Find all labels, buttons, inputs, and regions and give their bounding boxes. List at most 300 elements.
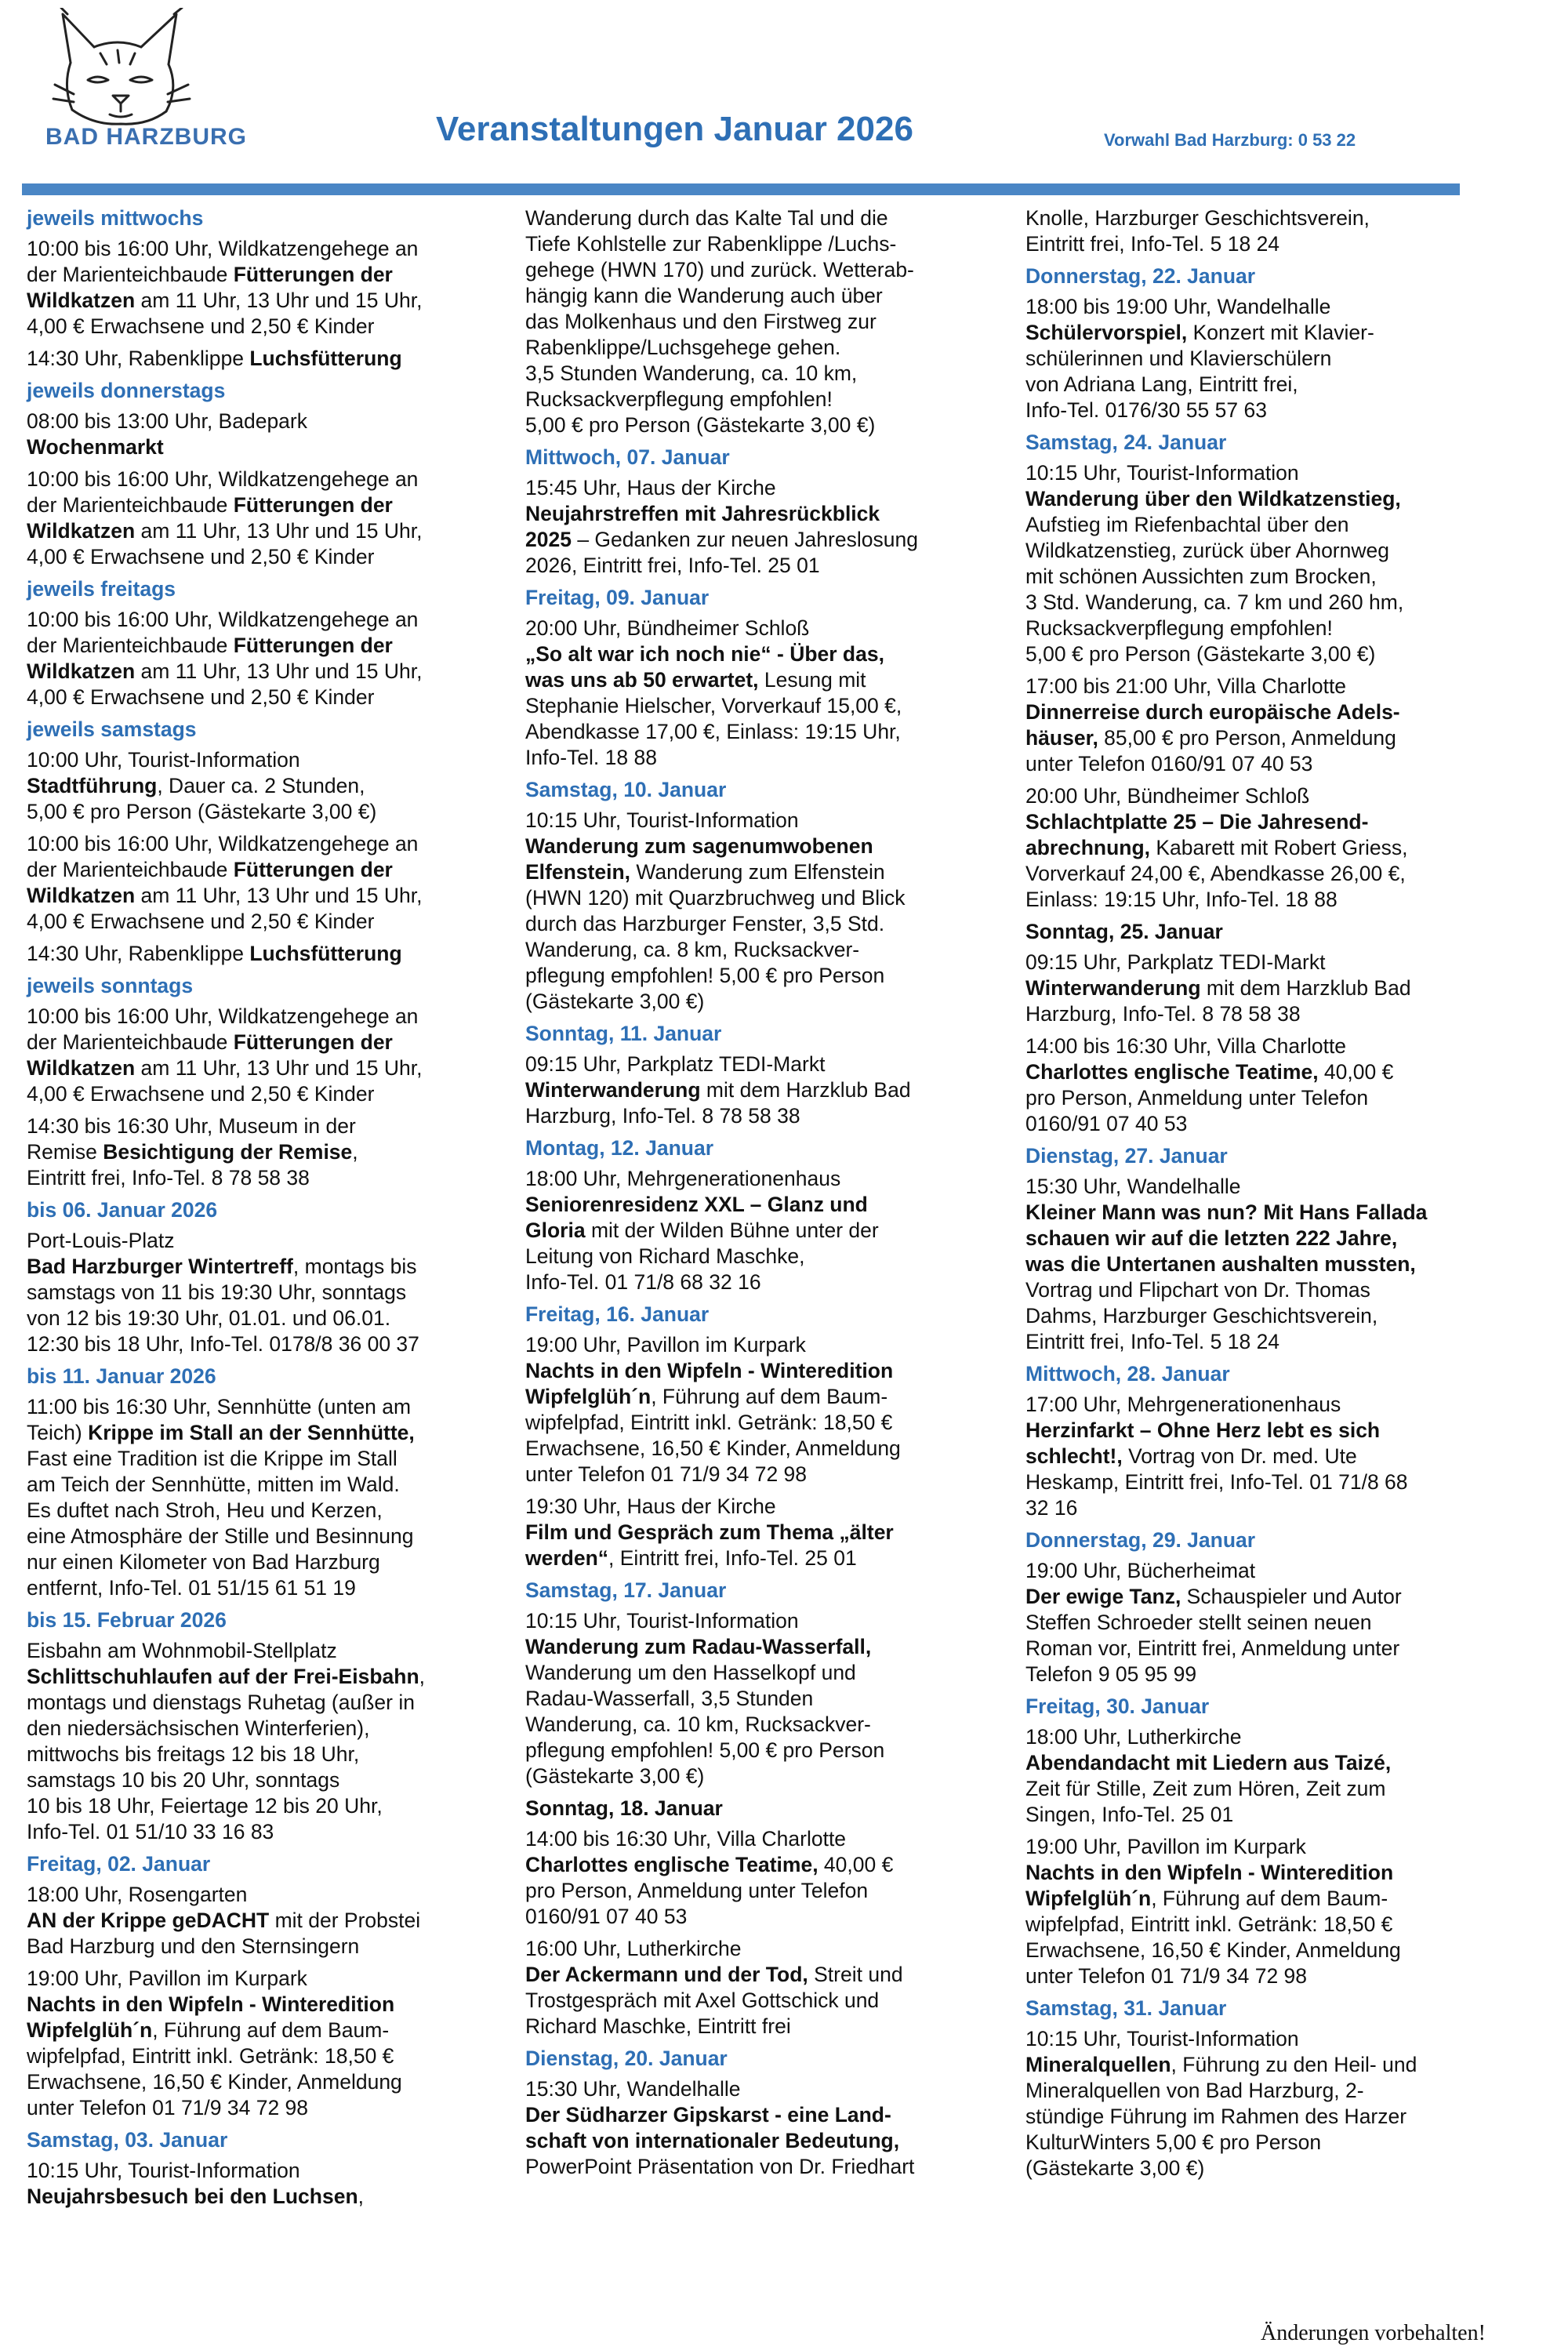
event-entry: [27, 1004, 497, 1107]
event-entry: [525, 2076, 996, 2180]
event-text: 10:00 bis 16:00 Uhr, Wildkatzengehege an: [27, 237, 419, 260]
event-entry: [525, 205, 996, 438]
event-title: Luchsfütterung: [249, 347, 402, 370]
event-title: 2025: [525, 528, 572, 551]
event-title: Fütterungen der: [233, 263, 393, 286]
event-text: ,: [352, 1140, 358, 1164]
event-entry: [525, 475, 996, 579]
event-text: 15:30 Uhr, Wandelhalle: [525, 2077, 741, 2101]
event-line: [525, 2076, 996, 2102]
event-title: Bad Harzburger Wintertreff: [27, 1255, 293, 1278]
event-line: [525, 1052, 996, 1077]
date-heading: Dienstag, 20. Januar: [525, 2047, 728, 2070]
event-line: [525, 553, 996, 579]
event-line: [1025, 783, 1496, 809]
event-line: [27, 544, 497, 570]
event-line: [525, 1904, 996, 1930]
event-line: [1025, 1226, 1496, 1251]
event-text: , Dauer ca. 2 Stunden,: [157, 774, 365, 797]
event-text: Wanderung, ca. 10 km, Rucksackver-: [525, 1713, 871, 1736]
event-line: [525, 667, 996, 693]
event-line: [1025, 1963, 1496, 1989]
event-line: [27, 1742, 497, 1767]
event-text: pflegung empfohlen! 5,00 € pro Person: [525, 1738, 885, 1762]
event-line: [1025, 1750, 1496, 1776]
event-line: [27, 2018, 497, 2043]
event-text: Info-Tel. 01 71/8 68 32 16: [525, 1270, 761, 1294]
event-line: [27, 434, 497, 460]
event-entry: [1025, 1174, 1496, 1355]
date-heading: Samstag, 31. Januar: [1025, 1996, 1227, 2020]
event-title: Wildkatzen: [27, 519, 136, 543]
event-text: pro Person, Anmeldung unter Telefon: [1025, 1086, 1369, 1110]
event-line: [27, 1394, 497, 1420]
event-line: [525, 257, 996, 283]
event-title: AN der Krippe geDACHT: [27, 1909, 270, 1932]
event-line: [1025, 231, 1496, 257]
event-line: [27, 1908, 497, 1934]
event-text: hängig kann die Wanderung auch über: [525, 284, 883, 307]
event-entry: [525, 1494, 996, 1571]
date-heading: Samstag, 03. Januar: [27, 2128, 228, 2152]
event-line: [27, 1882, 497, 1908]
event-line: [27, 685, 497, 710]
event-entry: [1025, 674, 1496, 777]
date-heading: jeweils freitags: [27, 577, 176, 601]
event-text: mit der Wilden Bühne unter der: [585, 1219, 879, 1242]
event-line: [1025, 1059, 1496, 1085]
event-line: [525, 989, 996, 1015]
event-line: [1025, 1662, 1496, 1687]
event-text: , Eintritt frei, Info-Tel. 25 01: [608, 1546, 857, 1570]
event-entry: [525, 1936, 996, 2039]
event-title: schaft von internationaler Bedeutung,: [525, 2129, 900, 2152]
event-text: Konzert mit Klavier-: [1187, 321, 1374, 344]
event-text: 19:30 Uhr, Haus der Kirche: [525, 1495, 776, 1518]
event-text: 16:00 Uhr, Lutherkirche: [525, 1937, 742, 1960]
date-heading: Sonntag, 25. Januar: [1025, 920, 1223, 943]
event-text: Info-Tel. 01 51/10 33 16 83: [27, 1820, 274, 1843]
event-line: [525, 834, 996, 859]
event-title: Film und Gespräch zum Thema „älter: [525, 1520, 894, 1544]
event-line: [27, 799, 497, 825]
event-text: 5,00 € pro Person (Gästekarte 3,00 €): [1025, 642, 1376, 666]
event-title: Der Ackermann und der Tod,: [525, 1963, 808, 1986]
event-text: 4,00 € Erwachsene und 2,50 € Kinder: [27, 910, 375, 933]
event-line: [27, 1306, 497, 1331]
event-title: Nachts in den Wipfeln - Winteredition: [1025, 1861, 1394, 1884]
date-heading: Samstag, 10. Januar: [525, 778, 727, 801]
event-text: Eintritt frei, Info-Tel. 8 78 58 38: [27, 1166, 310, 1190]
event-line: [525, 1936, 996, 1962]
event-entry: [1025, 205, 1496, 257]
event-entry: [1025, 783, 1496, 913]
date-heading: jeweils samstags: [27, 717, 197, 741]
event-line: [525, 859, 996, 885]
event-line: [1025, 1329, 1496, 1355]
event-text: 17:00 bis 21:00 Uhr, Villa Charlotte: [1025, 674, 1347, 698]
event-title: Wipfelglüh´n: [27, 2018, 153, 2042]
event-title: Fütterungen der: [233, 858, 393, 881]
event-title: Nachts in den Wipfeln - Winteredition: [27, 1992, 395, 2016]
event-text: 10:00 bis 16:00 Uhr, Wildkatzengehege an: [27, 832, 419, 855]
event-line: [27, 607, 497, 633]
event-text: 11:00 bis 16:30 Uhr, Sennhütte (unten am: [27, 1395, 412, 1418]
event-line: [525, 1878, 996, 1904]
event-title: Wildkatzen: [27, 1056, 136, 1080]
event-line: [1025, 2130, 1496, 2156]
event-line: [27, 467, 497, 492]
event-text: gehege (HWN 170) und zurück. Wetterab-: [525, 258, 914, 281]
event-title: Fütterungen der: [233, 493, 393, 517]
event-title: Wanderung über den Wildkatzenstieg,: [1025, 487, 1401, 510]
event-line: [525, 1826, 996, 1852]
event-line: [27, 1004, 497, 1030]
date-heading: Samstag, 24. Januar: [1025, 430, 1227, 454]
event-line: [525, 1244, 996, 1269]
event-line: [1025, 641, 1496, 667]
event-title: Der Südharzer Gipskarst - eine Land-: [525, 2103, 891, 2127]
event-text: 4,00 € Erwachsene und 2,50 € Kinder: [27, 314, 375, 338]
event-line: [525, 911, 996, 937]
event-title: Wildkatzen: [27, 659, 136, 683]
event-entry: [1025, 294, 1496, 423]
event-line: [525, 1384, 996, 1410]
event-title: Elfenstein,: [525, 860, 631, 884]
event-line: [525, 745, 996, 771]
event-text: 09:15 Uhr, Parkplatz TEDI-Markt: [1025, 950, 1326, 974]
event-entry: [27, 1113, 497, 1191]
event-text: 14:30 Uhr, Rabenklippe: [27, 347, 250, 370]
event-text: 10:00 bis 16:00 Uhr, Wildkatzengehege an: [27, 1004, 419, 1028]
event-line: [525, 335, 996, 361]
event-line: [525, 616, 996, 641]
event-line: [1025, 616, 1496, 641]
event-line: [1025, 1584, 1496, 1610]
date-heading: Montag, 12. Januar: [525, 1136, 714, 1160]
event-text: 3,5 Stunden Wanderung, ca. 10 km,: [525, 361, 858, 385]
event-title: was uns ab 50 erwartet,: [525, 668, 759, 692]
event-title: Kleiner Mann was nun? Mit Hans Fallada: [1025, 1200, 1428, 1224]
event-text: 4,00 € Erwachsene und 2,50 € Kinder: [27, 545, 375, 568]
event-text: Roman vor, Eintritt frei, Anmeldung unter: [1025, 1636, 1400, 1660]
date-heading: Freitag, 30. Januar: [1025, 1694, 1210, 1718]
page-title: Veranstaltungen Januar 2026: [436, 110, 913, 148]
event-line: [27, 883, 497, 909]
event-line: [525, 2128, 996, 2154]
event-text: samstags 10 bis 20 Uhr, sonntags: [27, 1768, 340, 1792]
event-line: [27, 1524, 497, 1549]
event-title: Winterwanderung: [1025, 976, 1201, 1000]
event-line: [27, 1934, 497, 1960]
event-title: Herzinfarkt – Ohne Herz lebt es sich: [1025, 1418, 1381, 1442]
event-line: [1025, 1033, 1496, 1059]
event-text: Erwachsene, 16,50 € Kinder, Anmeldung: [525, 1437, 901, 1460]
event-line: [1025, 372, 1496, 398]
event-line: [27, 1472, 497, 1498]
event-text: Tiefe Kohlstelle zur Rabenklippe /Luchs-: [525, 232, 897, 256]
event-line: [1025, 1174, 1496, 1200]
event-title: werden“: [525, 1546, 609, 1570]
event-text: (HWN 120) mit Quarzbruchweg und Blick: [525, 886, 906, 910]
event-line: [27, 492, 497, 518]
event-line: [27, 2069, 497, 2095]
event-line: [27, 831, 497, 857]
event-line: [525, 1462, 996, 1487]
event-entry: [27, 409, 497, 460]
event-line: [525, 1166, 996, 1192]
event-title: Wanderung zum sagenumwobenen: [525, 834, 873, 858]
event-text: am Teich der Sennhütte, mitten im Wald.: [27, 1473, 400, 1496]
event-entry: [1025, 1834, 1496, 1989]
event-text: Wanderung durch das Kalte Tal und die: [525, 206, 888, 230]
event-text: Radau-Wasserfall, 3,5 Stunden: [525, 1687, 814, 1710]
event-text: Steffen Schroeder stellt seinen neuen: [1025, 1611, 1372, 1634]
event-text: Port-Louis-Platz: [27, 1229, 175, 1252]
event-line: [1025, 950, 1496, 975]
event-text: 18:00 Uhr, Mehrgenerationenhaus: [525, 1167, 841, 1190]
event-line: [1025, 1085, 1496, 1111]
event-text: am 11 Uhr, 13 Uhr und 15 Uhr,: [135, 289, 423, 312]
event-line: [1025, 564, 1496, 590]
event-line: [1025, 320, 1496, 346]
logo: [31, 8, 267, 165]
event-text: Abendkasse 17,00 €, Einlass: 19:15 Uhr,: [525, 720, 901, 743]
event-title: schlecht!,: [1025, 1444, 1123, 1468]
event-line: [525, 1852, 996, 1878]
event-line: [525, 1218, 996, 1244]
event-title: Charlottes englische Teatime,: [1025, 1060, 1319, 1084]
event-text: Eintritt frei, Info-Tel. 5 18 24: [1025, 232, 1280, 256]
event-text: , montags bis: [292, 1255, 417, 1278]
event-text: Info-Tel. 0176/30 55 57 63: [1025, 398, 1267, 422]
event-text: Wanderung zum Elfenstein: [630, 860, 885, 884]
event-text: mit der Probstei: [269, 1909, 421, 1932]
event-line: [27, 1549, 497, 1575]
event-entry: [27, 607, 497, 710]
event-text: Vortrag von Dr. med. Ute: [1122, 1444, 1357, 1468]
event-line: [525, 501, 996, 527]
event-line: [1025, 1111, 1496, 1137]
event-entry: [27, 941, 497, 967]
event-text: ,: [419, 1665, 426, 1688]
event-text: 19:00 Uhr, Pavillon im Kurpark: [1025, 1835, 1306, 1858]
event-line: [27, 659, 497, 685]
event-line: [1025, 809, 1496, 835]
event-entry: [1025, 1558, 1496, 1687]
event-text: Eintritt frei, Info-Tel. 5 18 24: [1025, 1330, 1280, 1353]
event-line: [1025, 674, 1496, 699]
event-line: [525, 2014, 996, 2039]
event-text: 32 16: [1025, 1496, 1078, 1520]
event-line: [1025, 1495, 1496, 1521]
event-text: Bad Harzburg und den Sternsingern: [27, 1934, 360, 1958]
event-line: [27, 1664, 497, 1690]
event-line: [27, 288, 497, 314]
event-title: Neujahrstreffen mit Jahresrückblick: [525, 502, 880, 525]
event-text: mit dem Harzklub Bad: [1200, 976, 1411, 1000]
event-line: [27, 2095, 497, 2121]
event-title: Gloria: [525, 1219, 586, 1242]
event-line: [525, 719, 996, 745]
event-title: „So alt war ich noch nie“ - Über das,: [525, 642, 884, 666]
event-line: [525, 937, 996, 963]
header-divider: [22, 183, 1460, 195]
event-line: [27, 1498, 497, 1524]
event-title: Mineralquellen: [1025, 2053, 1171, 2076]
event-text: 15:30 Uhr, Wandelhalle: [1025, 1175, 1241, 1198]
event-text: der Marienteichbaude: [27, 858, 234, 881]
event-line: [525, 1192, 996, 1218]
event-line: [27, 2184, 497, 2210]
date-heading: bis 11. Januar 2026: [27, 1364, 216, 1388]
event-text: Remise: [27, 1140, 103, 1164]
event-line: [27, 236, 497, 262]
event-line: [1025, 486, 1496, 512]
column-2: [525, 205, 996, 2186]
event-text: der Marienteichbaude: [27, 634, 234, 657]
event-entry: [525, 808, 996, 1015]
event-entry: [27, 831, 497, 935]
event-text: 18:00 bis 19:00 Uhr, Wandelhalle: [1025, 295, 1331, 318]
event-text: 5,00 € pro Person (Gästekarte 3,00 €): [27, 800, 377, 823]
date-heading: jeweils sonntags: [27, 974, 194, 997]
event-line: [27, 1638, 497, 1664]
event-title: Schülervorspiel,: [1025, 321, 1188, 344]
date-heading: Dienstag, 27. Januar: [1025, 1144, 1228, 1168]
event-line: [27, 314, 497, 340]
event-text: unter Telefon 0160/91 07 40 53: [1025, 752, 1313, 775]
event-text: 40,00 €: [1318, 1060, 1394, 1084]
event-line: [27, 941, 497, 967]
event-line: [1025, 1610, 1496, 1636]
event-text: am 11 Uhr, 13 Uhr und 15 Uhr,: [135, 884, 423, 907]
event-line: [27, 747, 497, 773]
date-heading: jeweils mittwochs: [27, 206, 204, 230]
event-text: 10:15 Uhr, Tourist-Information: [27, 2159, 300, 2182]
event-title: Wipfelglüh´n: [525, 1385, 652, 1408]
event-text: 0160/91 07 40 53: [525, 1905, 688, 1928]
event-text: am 11 Uhr, 13 Uhr und 15 Uhr,: [135, 659, 423, 683]
event-line: [1025, 1418, 1496, 1444]
event-entry: [27, 236, 497, 340]
event-line: [27, 1793, 497, 1819]
event-text: unter Telefon 01 71/9 34 72 98: [525, 1462, 808, 1486]
event-line: [27, 909, 497, 935]
event-text: Teich): [27, 1421, 89, 1444]
event-text: 15:45 Uhr, Haus der Kirche: [525, 476, 776, 499]
event-line: [525, 1763, 996, 1789]
event-text: (Gästekarte 3,00 €): [1025, 2156, 1205, 2180]
event-text: 14:30 Uhr, Rabenklippe: [27, 942, 250, 965]
event-line: [525, 1686, 996, 1712]
event-text: mit dem Harzklub Bad: [700, 1078, 911, 1102]
event-text: Lesung mit: [758, 668, 866, 692]
event-title: schauen wir auf die letzten 222 Jahre,: [1025, 1226, 1398, 1250]
event-entry: [27, 1228, 497, 1357]
column-3: [1025, 205, 1496, 2188]
event-line: [525, 1077, 996, 1103]
event-text: stündige Führung im Rahmen des Harzer: [1025, 2105, 1407, 2128]
event-text: , Führung auf dem Baum-: [1151, 1887, 1388, 1910]
lynx-logo-icon: [39, 8, 227, 125]
date-heading: Mittwoch, 07. Januar: [525, 445, 730, 469]
event-text: 5,00 € pro Person (Gästekarte 3,00 €): [525, 413, 876, 437]
event-line: [525, 527, 996, 553]
event-text: 10:00 bis 16:00 Uhr, Wildkatzengehege an: [27, 608, 419, 631]
event-text: der Marienteichbaude: [27, 1030, 234, 1054]
event-line: [27, 1165, 497, 1191]
event-entry: [525, 1166, 996, 1295]
event-text: 20:00 Uhr, Bündheimer Schloß: [525, 616, 810, 640]
event-entry: [525, 1608, 996, 1789]
event-line: [1025, 1558, 1496, 1584]
event-text: am 11 Uhr, 13 Uhr und 15 Uhr,: [135, 519, 423, 543]
event-entry: [1025, 950, 1496, 1027]
event-title: Dinnerreise durch europäische Adels-: [1025, 700, 1400, 724]
event-line: [27, 857, 497, 883]
event-line: [1025, 398, 1496, 423]
event-line: [27, 1716, 497, 1742]
event-text: Kabarett mit Robert Griess,: [1150, 836, 1408, 859]
event-line: [525, 283, 996, 309]
event-line: [1025, 1444, 1496, 1469]
event-text: Vorverkauf 24,00 €, Abendkasse 26,00 €,: [1025, 862, 1406, 885]
event-text: 10:15 Uhr, Tourist-Information: [525, 808, 799, 832]
date-heading: Sonntag, 11. Januar: [525, 1022, 722, 1045]
event-title: was die Untertanen aushalten mussten,: [1025, 1252, 1416, 1276]
date-heading: Freitag, 02. Januar: [27, 1852, 211, 1876]
event-line: [27, 409, 497, 434]
event-entry: [525, 1826, 996, 1930]
event-line: [525, 475, 996, 501]
event-text: Wanderung, ca. 8 km, Rucksackver-: [525, 938, 860, 961]
column-1: [27, 205, 497, 2216]
event-line: [27, 1420, 497, 1446]
event-text: – Gedanken zur neuen Jahreslosung: [571, 528, 918, 551]
event-text: 10:15 Uhr, Tourist-Information: [1025, 461, 1299, 485]
event-line: [525, 963, 996, 989]
event-text: wipfelpfad, Eintritt inkl. Getränk: 18,50 €: [525, 1411, 893, 1434]
event-line: [1025, 1724, 1496, 1750]
event-entry: [27, 2158, 497, 2210]
event-line: [525, 1545, 996, 1571]
event-line: [1025, 1392, 1496, 1418]
event-text: Dahms, Harzburger Geschichtsverein,: [1025, 1304, 1378, 1328]
event-line: [27, 2158, 497, 2184]
event-line: [27, 1081, 497, 1107]
event-text: wipfelpfad, Eintritt inkl. Getränk: 18,50 €: [27, 2044, 394, 2068]
event-text: 3 Std. Wanderung, ca. 7 km und 260 hm,: [1025, 590, 1404, 614]
event-line: [27, 1055, 497, 1081]
event-text: Richard Maschke, Eintritt frei: [525, 2014, 791, 2038]
event-line: [525, 2102, 996, 2128]
event-text: , Führung auf dem Baum-: [152, 2018, 390, 2042]
event-entry: [1025, 460, 1496, 667]
date-heading: Donnerstag, 29. Januar: [1025, 1528, 1256, 1552]
event-line: [27, 1280, 497, 1306]
event-entry: [1025, 1392, 1496, 1521]
event-line: [525, 808, 996, 834]
event-line: [1025, 2052, 1496, 2078]
event-text: der Marienteichbaude: [27, 493, 234, 517]
event-text: Rucksackverpflegung empfohlen!: [525, 387, 833, 411]
event-text: Leitung von Richard Maschke,: [525, 1244, 805, 1268]
event-text: 14:00 bis 16:30 Uhr, Villa Charlotte: [1025, 1034, 1347, 1058]
date-heading: Donnerstag, 22. Januar: [1025, 264, 1256, 288]
event-title: Fütterungen der: [233, 634, 393, 657]
event-line: [1025, 1200, 1496, 1226]
